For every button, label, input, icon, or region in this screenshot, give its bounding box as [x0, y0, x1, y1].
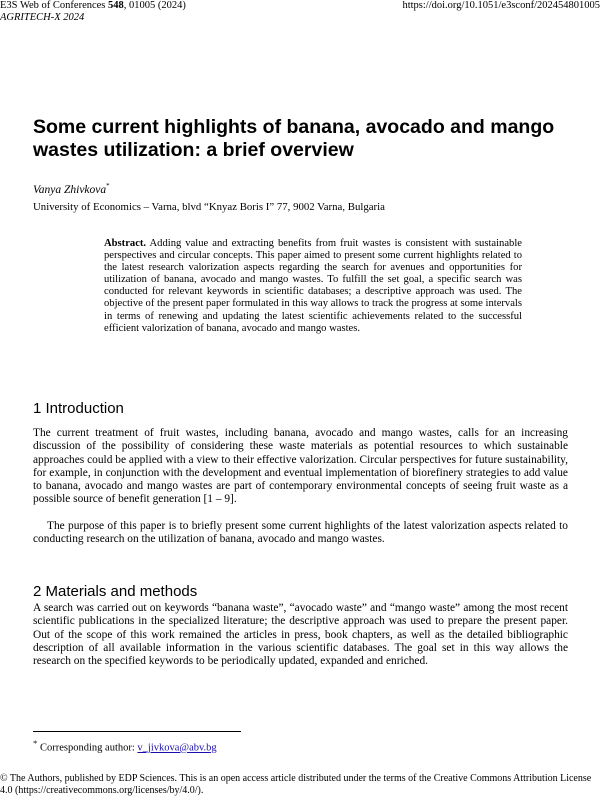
introduction-paragraph-1: The current treatment of fruit wastes, including banana, avocado and mango wastes, calls for an increasing discussion of the possibility of considering these waste materials as potential resources to which sustainable approaches could be applied with a view to their effective valorization. Circular perspectives for future sustainability, for example, in conjunction with the development and eventual implementation of biorefinery strategies to add value to banana, avocado and mango wastes are part of contemporary environmental concepts of seeing fruit waste as a possible source of benefit generation [1 – 9].	[33, 427, 568, 506]
methods-paragraph: A search was carried out on keywords “banana waste”, “avocado waste” and “mango waste” among the most recent scientific publications in the specialized literature; the descriptive approach was used to prepare the present paper. Out of the scope of this work remained the articles in press, book chapters, as well as the detailed bibliographic description of all available information in the various scientific databases. The goal set in this way allows the research on the specified keywords to be periodically updated, expanded and enriched.	[33, 602, 568, 668]
author-mark: *	[106, 182, 110, 190]
license-notice: © The Authors, published by EDP Sciences. This is an open access article distributed under the terms of the Creative Commons Attribution License 4.0 (https://creativecommons.org/licenses/by/4.0/).	[0, 773, 592, 796]
journal-citation	[0, 0, 186, 12]
author-line	[33, 182, 110, 196]
author-name: Vanya Zhivkova	[33, 183, 107, 196]
abstract	[104, 238, 522, 335]
corresponding-email-link[interactable]: v_jivkova@abv.bg	[137, 742, 217, 754]
paper-title: Some current highlights of banana, avocado and mango wastes utilization: a brief overview	[33, 116, 555, 161]
author-affiliation: University of Economics – Varna, blvd “Knyaz Boris I” 77, 9002 Varna, Bulgaria	[33, 201, 385, 213]
footnote-mark: *	[33, 738, 38, 748]
doi-link[interactable]: https://doi.org/10.1051/e3sconf/202454801005	[402, 0, 600, 11]
conference-name: AGRITECH-X 2024	[0, 12, 85, 23]
section-heading-introduction: 1 Introduction	[33, 400, 124, 417]
section-heading-materials-methods: 2 Materials and methods	[33, 583, 198, 600]
footnote	[33, 738, 217, 754]
abstract-label: Abstract.	[104, 238, 147, 249]
journal-volume: 548	[108, 0, 124, 11]
journal-prefix: E3S Web of Conferences	[0, 0, 109, 11]
introduction-paragraph-2: The purpose of this paper is to briefly present some current highlights of the latest valorization aspects related to conducting research on the utilization of banana, avocado and mango wastes.	[33, 520, 568, 546]
footnote-label: Corresponding author:	[37, 742, 138, 754]
footnote-divider	[33, 731, 241, 732]
abstract-text: Adding value and extracting benefits from fruit wastes is consistent with sustainable perspectives and circular concepts. This paper aimed to present some current highlights related to the latest research valorization aspects regarding the search for avenues and opportunities for utilization of banana, avocado and mango wastes. To fulfill the set goal, a specific search was conducted for relevant keywords in scientific databases; a descriptive approach was used. The objective of the present paper formulated in this way allows to track the progress at some intervals in terms of renewing and updating the latest scientific achievements related to the successful efficient valorization of banana, avocado and mango wastes.	[104, 238, 522, 334]
journal-suffix: , 01005 (2024)	[123, 0, 186, 11]
